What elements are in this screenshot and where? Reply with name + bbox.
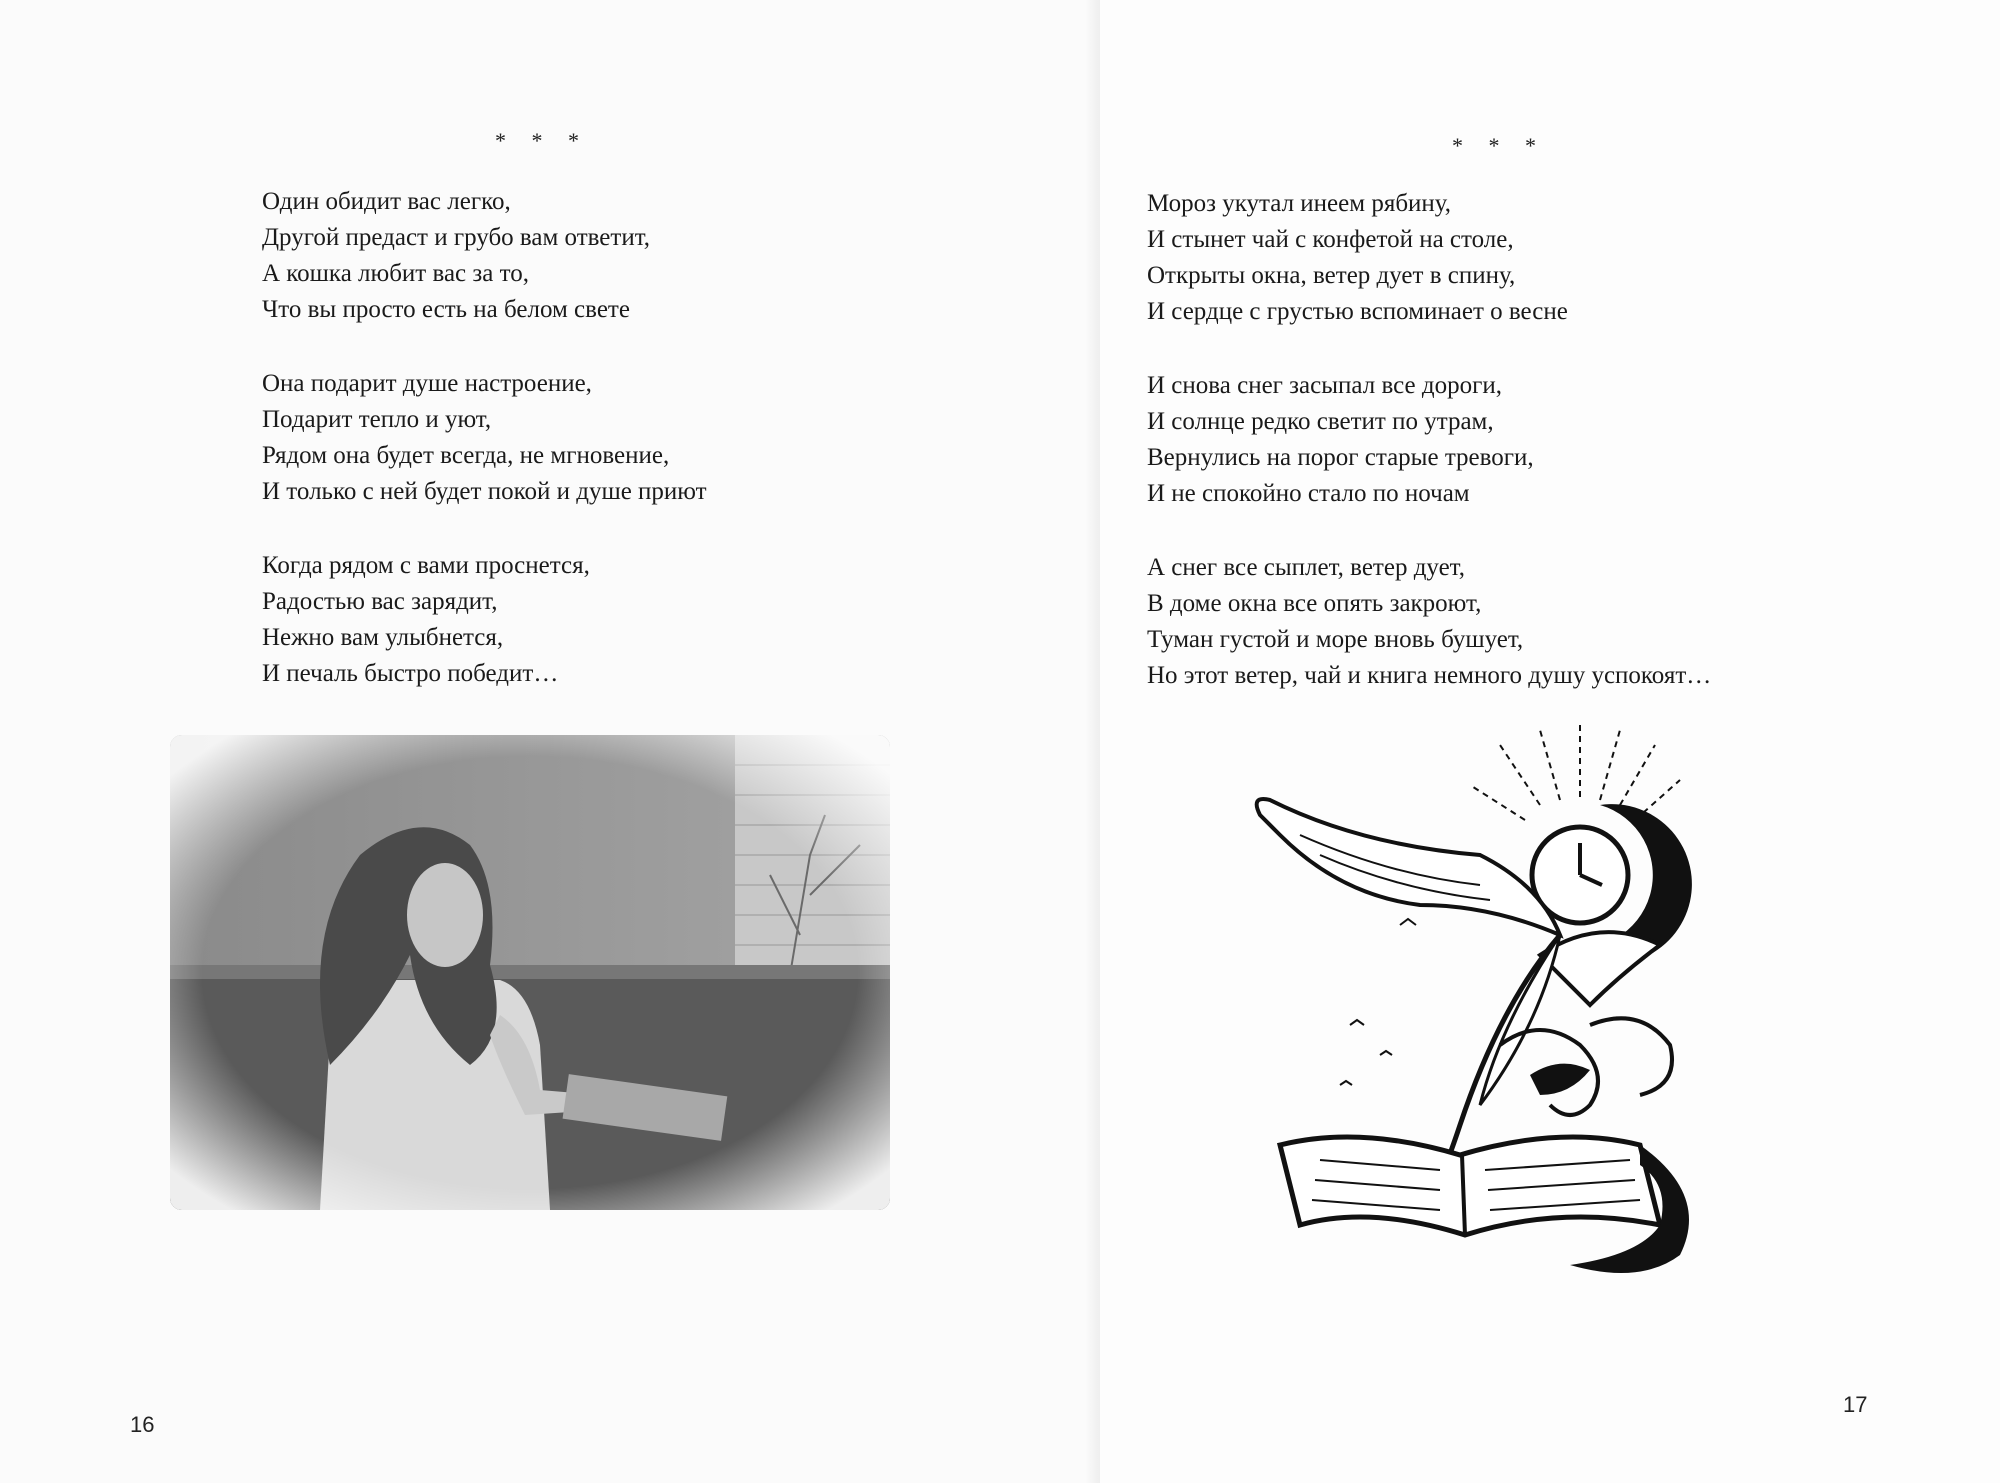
left-ornament: * * * [495,128,589,153]
right-page-number: 17 [1843,1392,1868,1417]
right-stanza-3 [1147,550,1711,694]
poem-line: Она подарит душе настроение, [262,370,592,397]
poem-line: Открыты окна, ветер дует в спину, [1147,262,1516,289]
poem-line: А кошка любит вас за то, [262,260,529,287]
poem-line: Радостью вас зарядит, [262,588,498,615]
woman-photo-image [170,735,890,1210]
poem-line: Когда рядом с вами проснется, [262,552,590,579]
sun-rays-icon [1470,725,1680,820]
book-bird-illustration [1240,725,1800,1295]
left-stanza-3 [262,548,707,692]
small-birds-icon [1340,919,1416,1085]
poem-line: И не спокойно стало по ночам [1147,480,1470,507]
woman-photo [170,735,890,1210]
poem-line: Нежно вам улыбнется, [262,624,504,651]
poem-line: Подарит тепло и уют, [262,406,492,433]
poem-line: И солнце редко светит по утрам, [1147,408,1494,435]
poem-line: И только с ней будет покой и душе приют [262,478,707,505]
left-poem [262,184,707,692]
poem-line: Вернулись на порог старые тревоги, [1147,444,1534,471]
poem-line: И снова снег засыпал все дороги, [1147,372,1502,399]
poem-line: Что вы просто есть на белом свете [262,296,630,323]
poem-line: И печаль быстро победит… [262,660,559,687]
book-bird-illustration-drawing [1240,725,1800,1295]
poem-line: Мороз укутал инеем рябину, [1147,190,1452,217]
poem-line: А снег все сыплет, ветер дует, [1147,554,1465,581]
poem-line: Туман густой и море вновь бушует, [1147,626,1524,653]
left-page-number: 16 [130,1412,155,1437]
left-stanza-1 [262,184,707,328]
open-book-icon [1280,1137,1660,1235]
right-stanza-1 [1147,186,1711,330]
poem-line: Один обидит вас легко, [262,188,511,215]
wing-icon [1257,799,1560,935]
poem-line: Но этот ветер, чай и книга немного душу успокоят… [1147,662,1712,689]
poem-line: И сердце с грустью вспоминает о весне [1147,298,1568,325]
right-stanza-2 [1147,368,1711,512]
poem-line: И стынет чай с конфетой на столе, [1147,226,1514,253]
right-poem [1147,186,1711,694]
poem-line: В доме окна все опять закроют, [1147,590,1482,617]
poem-line: Другой предаст и грубо вам ответит, [262,224,651,251]
left-stanza-2 [262,366,707,510]
poem-line: Рядом она будет всегда, не мгновение, [262,442,670,469]
right-ornament: * * * [1452,133,1546,158]
